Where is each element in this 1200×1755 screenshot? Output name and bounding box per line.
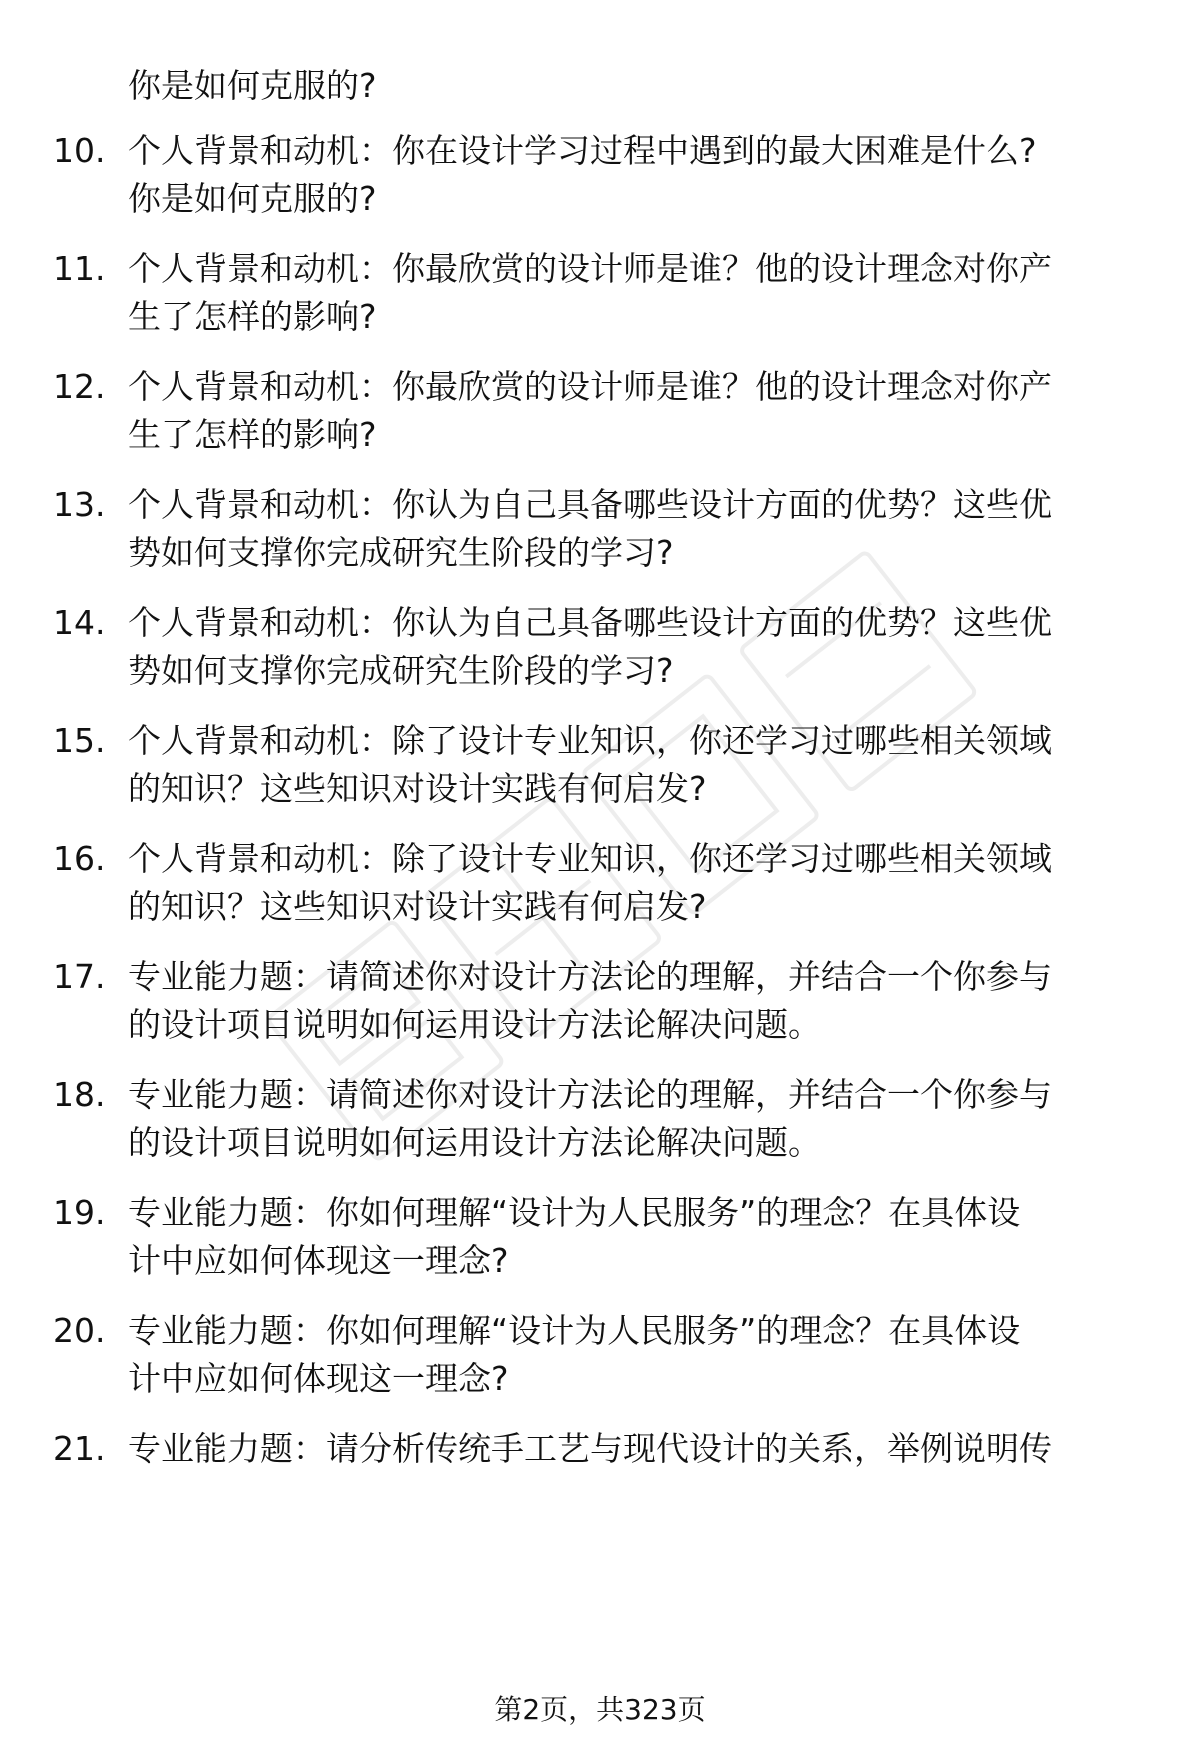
page-footer: 第2页，共323页 xyxy=(494,1693,706,1726)
question-text: 个人背景和动机：你最欣赏的设计师是谁？他的设计理念对你产 生了怎样的影响? xyxy=(128,249,1052,336)
question-text: 个人背景和动机：除了设计专业知识，你还学习过哪些相关领域 的知识？这些知识对设计实践有何启发? xyxy=(128,721,1052,808)
question-number: 14. xyxy=(53,603,106,642)
question-text: 专业能力题：请分析传统手工艺与现代设计的关系，举例说明传 xyxy=(128,1429,1052,1468)
continued-line: 你是如何克服的? xyxy=(128,66,377,105)
question-number: 16. xyxy=(53,839,106,878)
question-number: 10. xyxy=(53,131,106,170)
question-text: 个人背景和动机：除了设计专业知识，你还学习过哪些相关领域 的知识？这些知识对设计实践有何启发? xyxy=(128,839,1052,926)
question-text: 专业能力题：请简述你对设计方法论的理解，并结合一个你参与 的设计项目说明如何运用设计方法论解决问题。 xyxy=(128,1075,1052,1162)
question-number: 20. xyxy=(53,1311,106,1350)
question-number: 12. xyxy=(53,367,106,406)
question-number: 13. xyxy=(53,485,106,524)
question-number: 15. xyxy=(53,721,106,760)
question-text: 专业能力题：你如何理解“设计为人民服务”的理念？在具体设 计中应如何体现这一理念? xyxy=(128,1311,1021,1398)
question-number: 18. xyxy=(53,1075,106,1114)
question-number: 17. xyxy=(53,957,106,996)
question-text: 个人背景和动机：你认为自己具备哪些设计方面的优势？这些优 势如何支撑你完成研究生阶段的学习? xyxy=(128,485,1052,572)
question-text: 个人背景和动机：你最欣赏的设计师是谁？他的设计理念对你产 生了怎样的影响? xyxy=(128,367,1052,454)
question-text: 个人背景和动机：你认为自己具备哪些设计方面的优势？这些优 势如何支撑你完成研究生阶段的学习? xyxy=(128,603,1052,690)
question-number: 21. xyxy=(53,1429,106,1468)
question-number: 11. xyxy=(53,249,106,288)
question-text: 个人背景和动机：你在设计学习过程中遇到的最大困难是什么? 你是如何克服的? xyxy=(128,131,1037,218)
question-text: 专业能力题：你如何理解“设计为人民服务”的理念？在具体设 计中应如何体现这一理念? xyxy=(128,1193,1021,1280)
question-number: 19. xyxy=(53,1193,106,1232)
question-text: 专业能力题：请简述你对设计方法论的理解，并结合一个你参与 的设计项目说明如何运用设计方法论解决问题。 xyxy=(128,957,1052,1044)
